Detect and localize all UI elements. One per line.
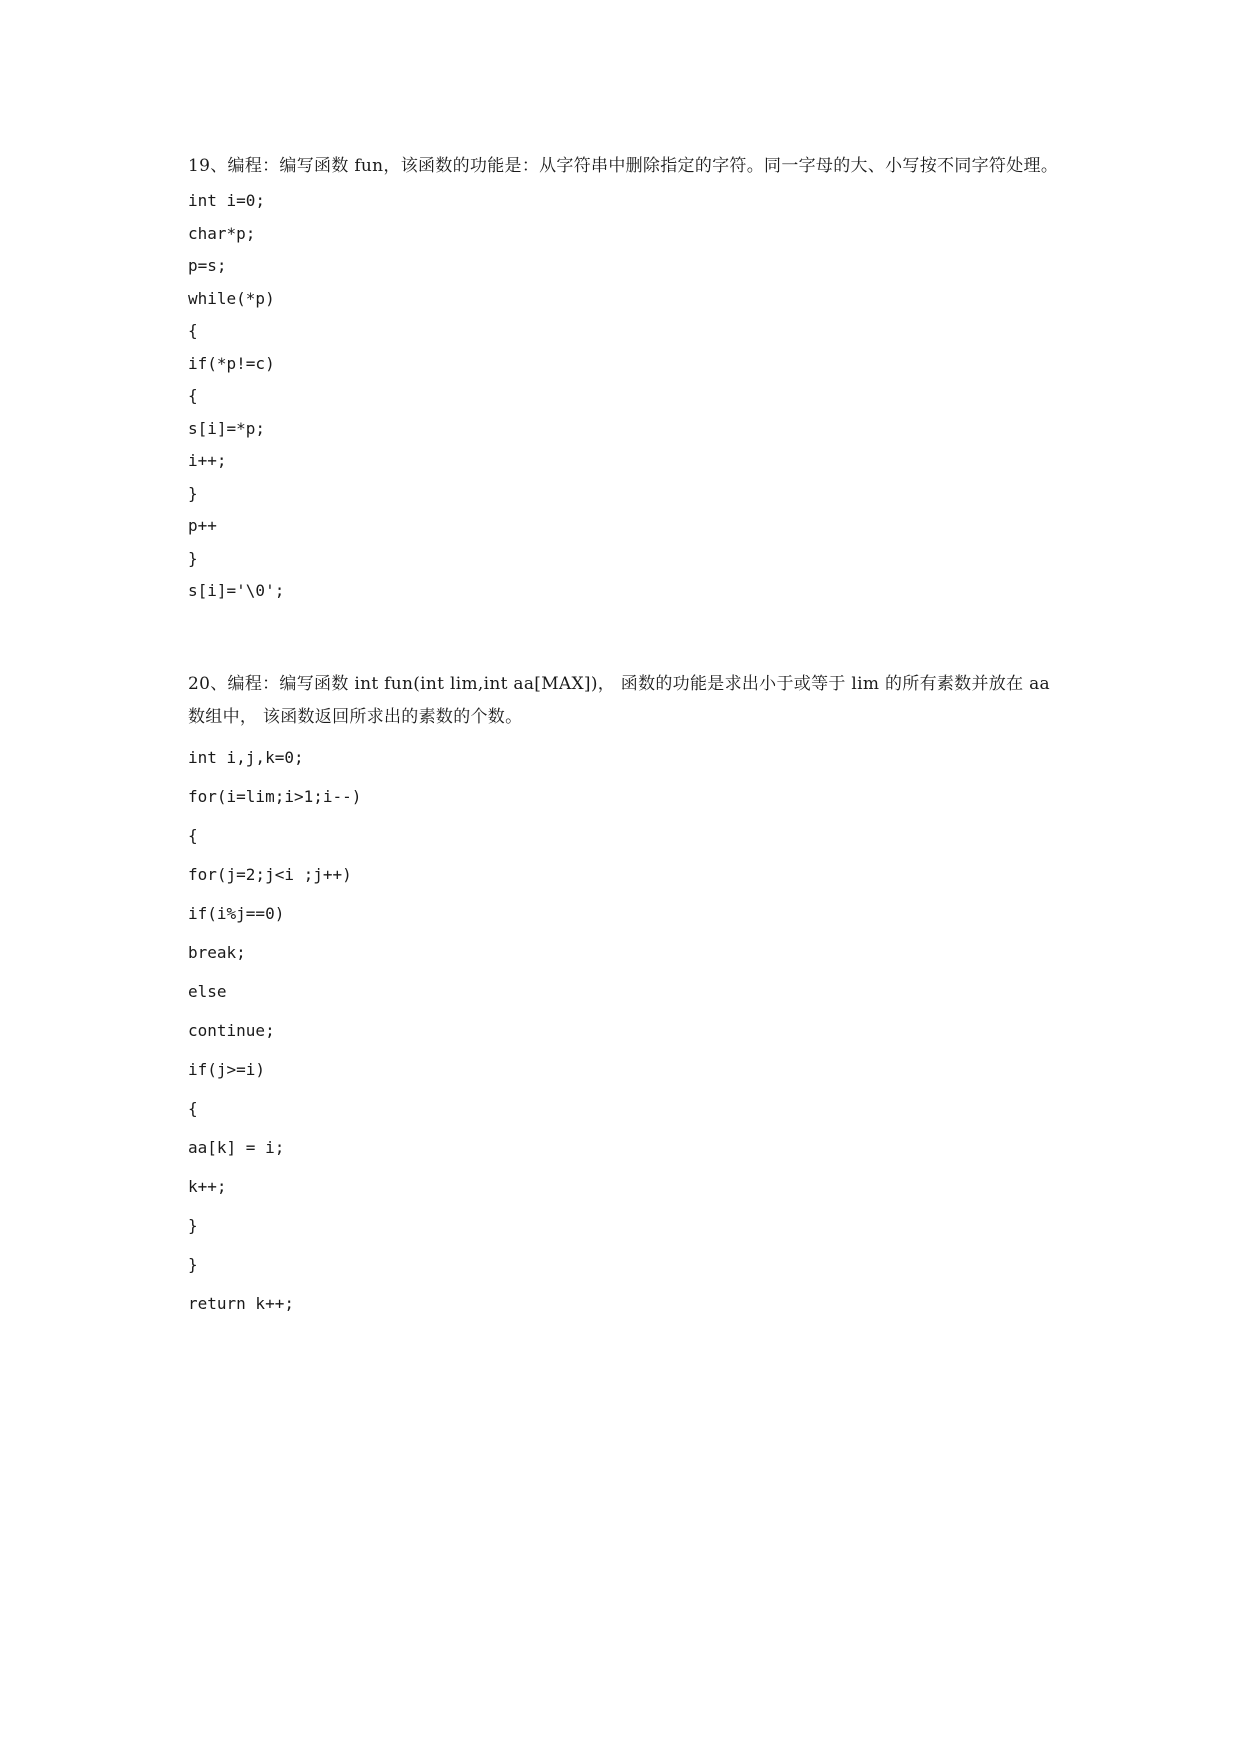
question-19-title: 19、编程：编写函数 fun，该函数的功能是：从字符串中删除指定的字符。同一字母的大、小写按不同字符处理。 — [188, 156, 1059, 176]
code-line: for(j=2;j<i ;j++) — [188, 864, 352, 884]
code-line: { — [188, 386, 198, 405]
code-line: if(i%j==0) — [188, 903, 285, 923]
code-line: p=s; — [188, 256, 227, 275]
code-line: k++; — [188, 1176, 227, 1196]
question-20-code — [188, 738, 1068, 1323]
code-line: { — [188, 825, 198, 845]
code-line: aa[k] = i; — [188, 1137, 285, 1157]
code-line: s[i]=*p; — [188, 418, 266, 438]
code-line: s[i]='\0'; — [188, 581, 285, 600]
code-line: continue; — [188, 1020, 275, 1040]
code-line: break; — [188, 942, 246, 962]
question-19-code — [188, 185, 1068, 608]
code-line: int i=0; — [188, 191, 266, 210]
code-line: } — [188, 1215, 198, 1235]
code-line: } — [188, 483, 198, 503]
code-line: p++ — [188, 516, 217, 535]
code-line: return k++; — [188, 1293, 294, 1313]
code-line: if(*p!=c) — [188, 353, 275, 373]
code-line: if(j>=i) — [188, 1059, 266, 1079]
question-20-title: 20、编程：编写函数 int fun(int lim,int aa[MAX])， 函数的功能是求出小于或等于 lim 的所有素数并放在 aa 数组中， 该函数返回所求出的素数的个数。 — [188, 673, 1050, 727]
code-line: for(i=lim;i>1;i--) — [188, 786, 362, 806]
code-line: } — [188, 548, 198, 568]
question-19 — [188, 150, 1068, 608]
code-line: else — [188, 981, 227, 1001]
code-line: char*p; — [188, 223, 256, 243]
code-line: while(*p) — [188, 288, 275, 308]
code-line: } — [188, 1254, 198, 1274]
code-line: int i,j,k=0; — [188, 747, 304, 767]
code-line: { — [188, 1098, 198, 1118]
page-content — [188, 150, 1068, 1323]
code-line: i++; — [188, 451, 227, 470]
question-20 — [188, 668, 1068, 1323]
code-line: { — [188, 321, 198, 340]
